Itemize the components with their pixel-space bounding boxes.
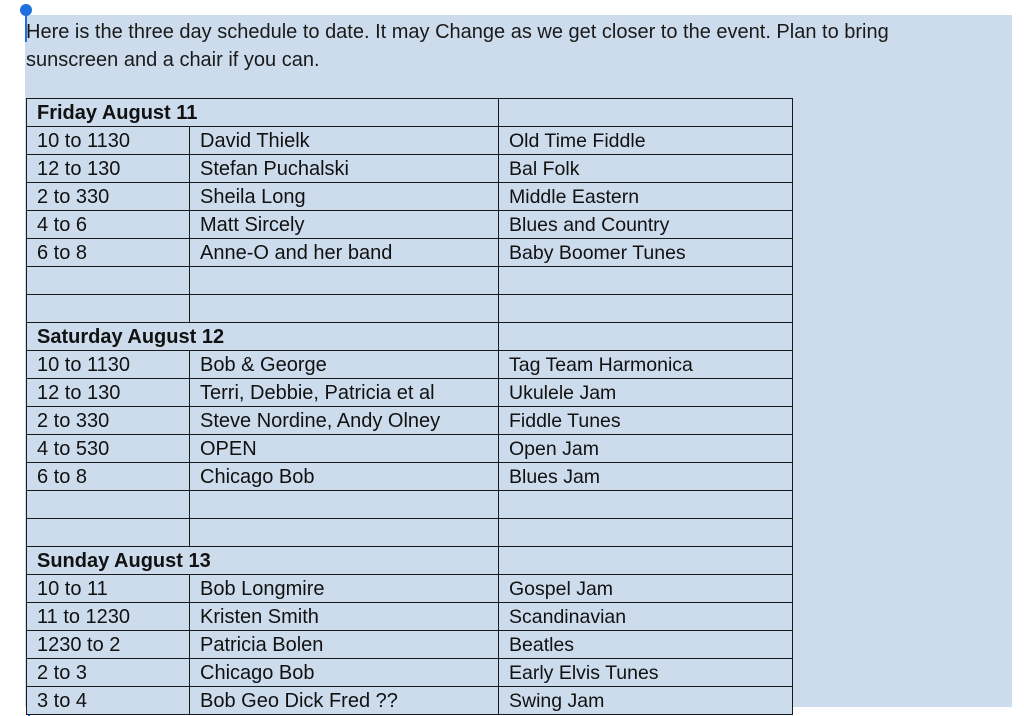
empty-cell[interactable]: [27, 491, 190, 519]
day-title-cell[interactable]: Saturday August 12: [27, 323, 499, 351]
style-cell[interactable]: Ukulele Jam: [499, 379, 793, 407]
style-cell[interactable]: Gospel Jam: [499, 575, 793, 603]
table-row: [27, 435, 793, 463]
time-cell[interactable]: 10 to 11: [27, 575, 190, 603]
empty-cell[interactable]: [499, 267, 793, 295]
time-cell[interactable]: 11 to 1230: [27, 603, 190, 631]
table-row: [27, 127, 793, 155]
time-cell[interactable]: 4 to 6: [27, 211, 190, 239]
time-cell[interactable]: 1230 to 2: [27, 631, 190, 659]
style-cell[interactable]: Early Elvis Tunes: [499, 659, 793, 687]
table-row: [27, 631, 793, 659]
day-title-cell[interactable]: Friday August 11: [27, 99, 499, 127]
time-cell[interactable]: 10 to 1130: [27, 127, 190, 155]
table-row: [27, 463, 793, 491]
empty-cell[interactable]: [27, 267, 190, 295]
time-cell[interactable]: 6 to 8: [27, 239, 190, 267]
performer-cell[interactable]: Bob Geo Dick Fred ??: [190, 687, 499, 715]
time-cell[interactable]: 2 to 330: [27, 183, 190, 211]
performer-cell[interactable]: Sheila Long: [190, 183, 499, 211]
performer-cell[interactable]: Chicago Bob: [190, 659, 499, 687]
performer-cell[interactable]: Anne-O and her band: [190, 239, 499, 267]
style-cell[interactable]: Beatles: [499, 631, 793, 659]
performer-cell[interactable]: Matt Sircely: [190, 211, 499, 239]
day-title-cell[interactable]: Sunday August 13: [27, 547, 499, 575]
table-row: [27, 183, 793, 211]
time-cell[interactable]: 12 to 130: [27, 155, 190, 183]
empty-row: [27, 267, 793, 295]
style-cell[interactable]: Bal Folk: [499, 155, 793, 183]
performer-cell[interactable]: OPEN: [190, 435, 499, 463]
style-cell[interactable]: Tag Team Harmonica: [499, 351, 793, 379]
time-cell[interactable]: 6 to 8: [27, 463, 190, 491]
intro-paragraph[interactable]: [26, 18, 1001, 74]
performer-cell[interactable]: Bob Longmire: [190, 575, 499, 603]
performer-cell[interactable]: Steve Nordine, Andy Olney: [190, 407, 499, 435]
table-row: [27, 687, 793, 715]
performer-cell[interactable]: Chicago Bob: [190, 463, 499, 491]
empty-row: [27, 491, 793, 519]
empty-cell[interactable]: [499, 295, 793, 323]
table-row: [27, 351, 793, 379]
performer-cell[interactable]: Patricia Bolen: [190, 631, 499, 659]
empty-cell[interactable]: [190, 267, 499, 295]
intro-line-2: sunscreen and a chair if you can.: [26, 49, 320, 71]
table-row: [27, 603, 793, 631]
table-row: [27, 379, 793, 407]
time-cell[interactable]: 2 to 3: [27, 659, 190, 687]
day-header-row: [27, 99, 793, 127]
time-cell[interactable]: 10 to 1130: [27, 351, 190, 379]
empty-cell[interactable]: [499, 323, 793, 351]
style-cell[interactable]: Old Time Fiddle: [499, 127, 793, 155]
day-header-row: [27, 547, 793, 575]
style-cell[interactable]: Scandinavian: [499, 603, 793, 631]
style-cell[interactable]: Blues and Country: [499, 211, 793, 239]
table-row: [27, 407, 793, 435]
intro-line-1: Here is the three day schedule to date. It may Change as we get closer to the event. Plan to bring: [26, 21, 889, 43]
table-row: [27, 211, 793, 239]
empty-row: [27, 295, 793, 323]
time-cell[interactable]: 3 to 4: [27, 687, 190, 715]
performer-cell[interactable]: David Thielk: [190, 127, 499, 155]
selection-start-handle[interactable]: [20, 4, 32, 16]
schedule-table[interactable]: [26, 98, 793, 715]
style-cell[interactable]: Baby Boomer Tunes: [499, 239, 793, 267]
style-cell[interactable]: Open Jam: [499, 435, 793, 463]
empty-cell[interactable]: [190, 295, 499, 323]
performer-cell[interactable]: Kristen Smith: [190, 603, 499, 631]
time-cell[interactable]: 2 to 330: [27, 407, 190, 435]
style-cell[interactable]: Blues Jam: [499, 463, 793, 491]
table-row: [27, 659, 793, 687]
time-cell[interactable]: 12 to 130: [27, 379, 190, 407]
empty-cell[interactable]: [499, 519, 793, 547]
time-cell[interactable]: 4 to 530: [27, 435, 190, 463]
table-row: [27, 155, 793, 183]
performer-cell[interactable]: Terri, Debbie, Patricia et al: [190, 379, 499, 407]
performer-cell[interactable]: Stefan Puchalski: [190, 155, 499, 183]
table-row: [27, 239, 793, 267]
empty-cell[interactable]: [190, 491, 499, 519]
empty-cell[interactable]: [499, 547, 793, 575]
day-header-row: [27, 323, 793, 351]
empty-cell[interactable]: [499, 491, 793, 519]
empty-cell[interactable]: [190, 519, 499, 547]
performer-cell[interactable]: Bob & George: [190, 351, 499, 379]
style-cell[interactable]: Middle Eastern: [499, 183, 793, 211]
empty-cell[interactable]: [499, 99, 793, 127]
style-cell[interactable]: Swing Jam: [499, 687, 793, 715]
empty-cell[interactable]: [27, 295, 190, 323]
table-row: [27, 575, 793, 603]
style-cell[interactable]: Fiddle Tunes: [499, 407, 793, 435]
empty-cell[interactable]: [27, 519, 190, 547]
empty-row: [27, 519, 793, 547]
